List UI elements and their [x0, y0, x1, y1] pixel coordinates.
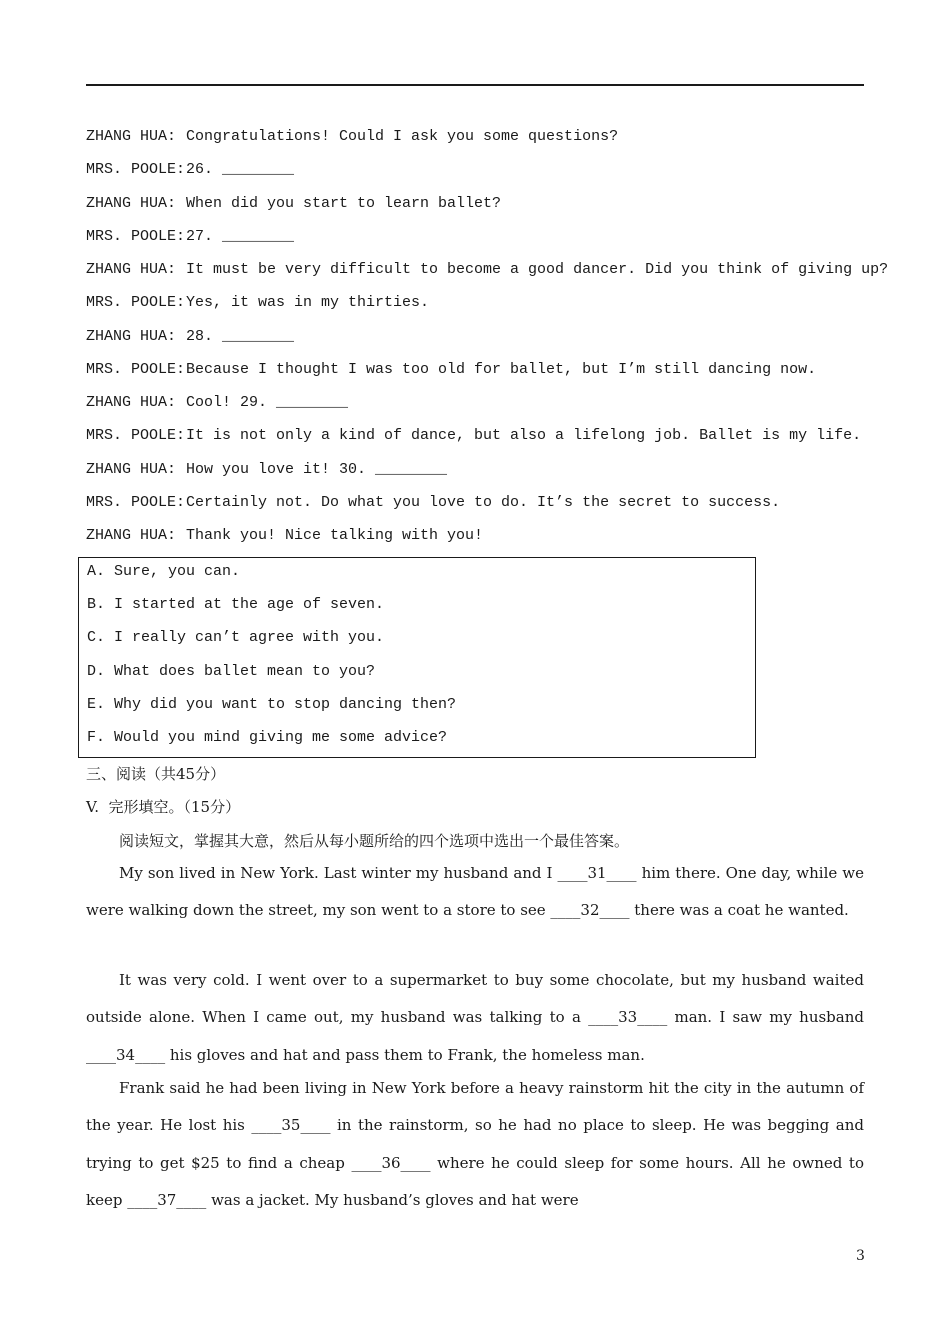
dialogue-speaker: MRS. POOLE: — [86, 493, 186, 511]
dialogue-text: 27. ________ — [186, 227, 295, 245]
dialogue-speaker: MRS. POOLE: — [86, 227, 186, 245]
dialogue-line — [86, 494, 780, 511]
dialogue-line — [86, 128, 618, 145]
dialogue-text: 26. ________ — [186, 161, 295, 179]
dialogue-speaker: MRS. POOLE: — [86, 360, 186, 378]
page-number: 3 — [856, 1248, 865, 1264]
dialogue-line — [86, 328, 294, 345]
dialogue-text: Certainly not. Do what you love to do. It’s the secret to success. — [186, 493, 781, 511]
dialogue-text: Thank you! Nice talking with you! — [186, 527, 484, 544]
option-d: D. What does ballet mean to you? — [87, 663, 376, 680]
dialogue-line — [86, 161, 294, 178]
dialogue-line — [86, 361, 816, 378]
dialogue-text: How you love it! 30. ________ — [186, 460, 448, 478]
options-box — [78, 557, 756, 758]
dialogue-speaker: ZHANG HUA: — [86, 194, 177, 212]
dialogue-line — [86, 394, 348, 411]
dialogue-line — [86, 461, 447, 478]
section-title: 三、阅读（共45分） — [86, 765, 226, 783]
dialogue-speaker: ZHANG HUA: — [86, 527, 177, 544]
subsection-title: V. 完形填空。（15分） — [86, 798, 241, 816]
dialogue-text: Congratulations! Could I ask you some questions? — [186, 128, 619, 145]
dialogue-speaker: ZHANG HUA: — [86, 128, 177, 145]
dialogue-speaker: MRS. POOLE: — [86, 161, 186, 179]
option-c: C. I really can’t agree with you. — [87, 629, 385, 646]
header-rule — [86, 84, 864, 86]
dialogue-speaker: MRS. POOLE: — [86, 294, 186, 312]
dialogue-text: It is not only a kind of dance, but also a lifelong job. Ballet is my life. — [186, 427, 862, 445]
dialogue-line — [86, 427, 861, 444]
dialogue-speaker: MRS. POOLE: — [86, 427, 186, 445]
dialogue-line — [86, 527, 483, 544]
passage-paragraph-2: It was very cold. I went over to a supermarket to buy some chocolate, but my husband waited outside alone. When I came out, my husband was talking to a ____33____ man. I saw my husband ____34____ his gloves and hat and pass them to Frank, the homeless man. — [86, 971, 864, 1064]
dialogue-line — [86, 228, 294, 245]
dialogue-text: Cool! 29. ________ — [186, 394, 349, 411]
instruction: 阅读短文，掌握其大意，然后从每小题所给的四个选项中选出一个最佳答案。 — [119, 832, 630, 850]
dialogue-speaker: ZHANG HUA: — [86, 394, 177, 411]
dialogue-speaker: ZHANG HUA: — [86, 327, 177, 345]
dialogue-line — [86, 195, 501, 212]
option-a: A. Sure, you can. — [87, 563, 241, 580]
passage-paragraph-3: Frank said he had been living in New York before a heavy rainstorm hit the city in the autumn of the year. He lost his ____35____ in the rainstorm, so he had no place to sleep. He was begging and trying to get $25 to find a cheap ____36____ where he could sleep for some hours. All he owned to keep ____37____ was a jacket. My husband’s gloves and hat were — [86, 1079, 864, 1210]
option-f: F. Would you mind giving me some advice? — [87, 729, 448, 746]
dialogue-text: Yes, it was in my thirties. — [186, 294, 430, 312]
option-e: E. Why did you want to stop dancing then? — [87, 696, 457, 713]
dialogue-text: Because I thought I was too old for ballet, but I’m still dancing now. — [186, 360, 817, 378]
dialogue-text: It must be very difficult to become a good dancer. Did you think of giving up? — [186, 261, 889, 278]
dialogue-text: 28. ________ — [186, 327, 295, 345]
dialogue-line — [86, 294, 429, 311]
dialogue-speaker: ZHANG HUA: — [86, 460, 177, 478]
passage-paragraph-1: My son lived in New York. Last winter my husband and I ____31____ him there. One day, while we were walking down the street, my son went to a store to see ____32____ there was a coat he wanted. — [86, 864, 864, 920]
dialogue-speaker: ZHANG HUA: — [86, 261, 177, 278]
dialogue-line — [86, 261, 888, 278]
dialogue-text: When did you start to learn ballet? — [186, 194, 502, 212]
option-b: B. I started at the age of seven. — [87, 596, 385, 613]
